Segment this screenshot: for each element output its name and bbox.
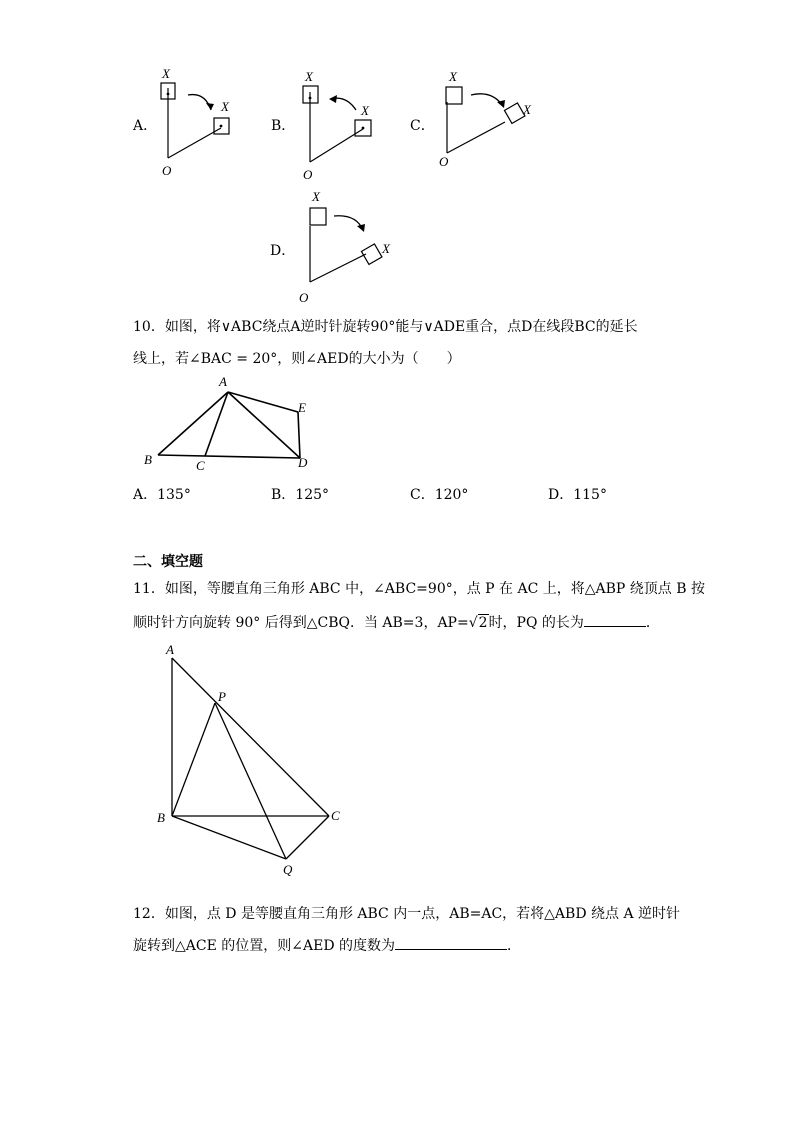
q10-choice-d: D．115° bbox=[548, 487, 607, 503]
q10-figure bbox=[140, 372, 330, 472]
q10-text-line2: 线上，若∠BAC = 20°，则∠AED的大小为（ ） bbox=[133, 351, 461, 367]
option-b-x-top: X bbox=[305, 69, 313, 84]
q11-label-b: B bbox=[157, 810, 165, 825]
q10-choice-c: C．120° bbox=[410, 487, 469, 503]
option-b-o: O bbox=[303, 167, 313, 182]
q11-label-c: C bbox=[331, 808, 340, 823]
option-c-figure bbox=[437, 62, 547, 177]
option-a-x-right: X bbox=[221, 99, 229, 114]
option-c-o: O bbox=[439, 154, 449, 169]
q11-text-line2: 顺时针方向旋转 90° 后得到△CBQ．当 AB=3，AP=√2时，PQ 的长为 ． bbox=[133, 615, 660, 631]
option-d-x-right: X bbox=[382, 241, 390, 256]
q10-text-line1: 10．如图，将∨ABC绕点A逆时针旋转90°能与∨ADE重合，点D在线段BC的延长 bbox=[133, 319, 638, 335]
q11-line2-pre: 顺时针方向旋转 90° 后得到△CBQ．当 AB=3，AP= bbox=[133, 615, 469, 631]
q10-choice-a: A．135° bbox=[133, 487, 191, 503]
option-c-x-top: X bbox=[449, 69, 457, 84]
q10-label-c: C bbox=[196, 458, 205, 473]
q11-label-q: Q bbox=[283, 862, 293, 877]
q12-answer-blank[interactable] bbox=[395, 937, 507, 950]
q10-label-d: D bbox=[298, 455, 308, 470]
option-a-o: O bbox=[162, 163, 172, 178]
q11-label-p: P bbox=[218, 689, 226, 704]
q10-label-e: E bbox=[298, 400, 306, 415]
q10-label-b: B bbox=[144, 452, 152, 467]
option-d-o: O bbox=[299, 290, 309, 305]
option-a-x-top: X bbox=[162, 66, 170, 81]
option-a-figure bbox=[155, 62, 245, 177]
q12-text-line2: 旋转到△ACE 的位置，则∠AED 的度数为 ． bbox=[133, 938, 521, 954]
q11-line2-post: 时，PQ 的长为 bbox=[488, 615, 584, 631]
q11-text-line1: 11．如图，等腰直角三角形 ABC 中，∠ABC=90°，点 P 在 AC 上，将△ABP 绕顶点 B 按 bbox=[133, 581, 705, 597]
option-d-x-top: X bbox=[312, 189, 320, 204]
q11-sqrt: √2 bbox=[468, 615, 488, 631]
option-b-x-right: X bbox=[361, 103, 369, 118]
q10-choice-b: B．125° bbox=[271, 487, 330, 503]
option-a-label: A． bbox=[133, 118, 158, 134]
q12-text-line1: 12．如图，点 D 是等腰直角三角形 ABC 内一点，AB=AC，若将△ABD 绕点 A 逆时针 bbox=[133, 906, 681, 922]
option-b-figure bbox=[298, 62, 388, 182]
q11-figure bbox=[155, 644, 355, 884]
q11-answer-blank[interactable] bbox=[584, 614, 646, 627]
option-c-x-right: X bbox=[523, 102, 531, 117]
option-d-label: D． bbox=[270, 243, 296, 259]
option-c-label: C． bbox=[410, 118, 435, 134]
q12-line2: 旋转到△ACE 的位置，则∠AED 的度数为 bbox=[133, 938, 395, 954]
q11-label-a: A bbox=[166, 642, 174, 657]
option-b-label: B． bbox=[271, 118, 296, 134]
option-d-figure bbox=[298, 186, 408, 306]
section-heading: 二、填空题 bbox=[133, 554, 203, 570]
q10-label-a: A bbox=[219, 374, 227, 389]
